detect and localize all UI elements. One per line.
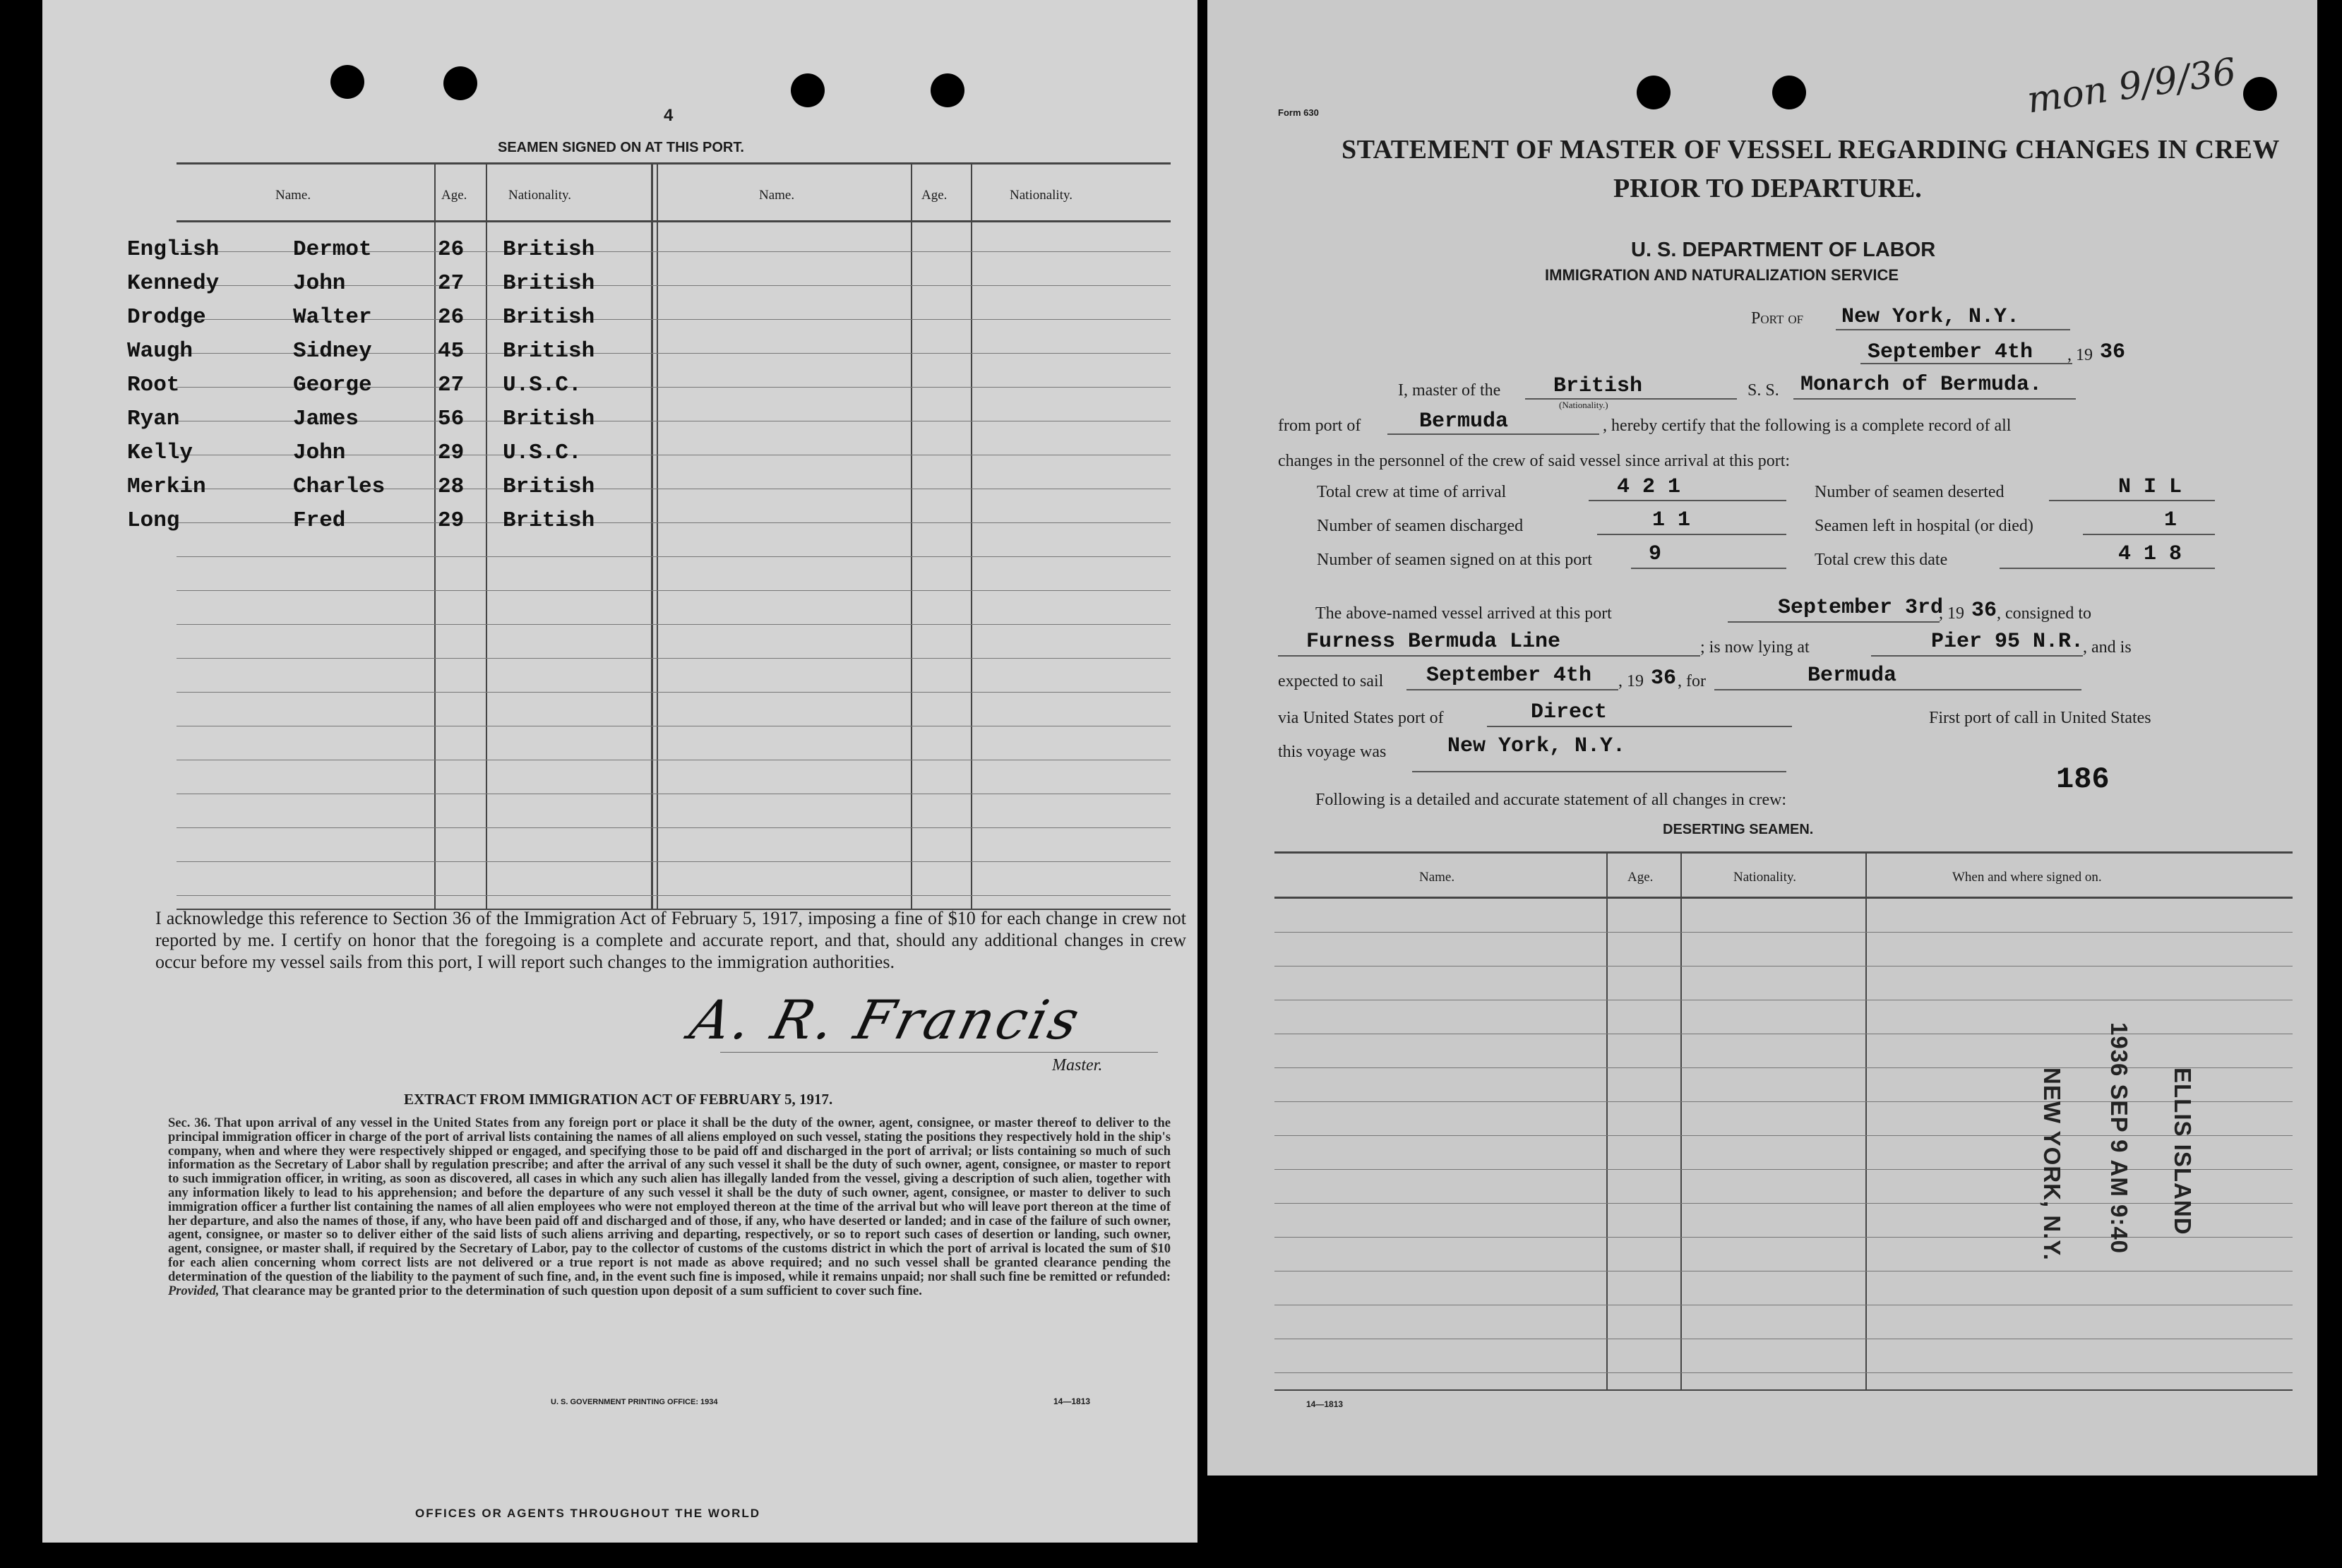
form-title-line1: STATEMENT OF MASTER OF VESSEL REGARDING CHANGES IN CREW bbox=[1342, 135, 2280, 164]
lying-value: Pier 95 N.R. bbox=[1931, 630, 2084, 654]
seaman-age: 45 bbox=[438, 339, 465, 364]
header-age: Age. bbox=[441, 188, 467, 203]
stamp-line-3: NEW YORK, N.Y. bbox=[2039, 1067, 2065, 1261]
expected-label: expected to sail bbox=[1278, 672, 1384, 690]
seaman-nationality: British bbox=[503, 474, 595, 499]
punch-hole bbox=[791, 73, 825, 107]
punch-hole bbox=[931, 73, 964, 107]
for-label: , for bbox=[1678, 672, 1706, 690]
seaman-given-name: James bbox=[293, 407, 359, 431]
seaman-given-name: Fred bbox=[293, 508, 346, 533]
header-name-2: Name. bbox=[759, 188, 795, 203]
arrived-value: September 3rd bbox=[1778, 596, 1944, 620]
arrived-year: 36 bbox=[1971, 599, 1997, 623]
punch-hole bbox=[330, 65, 364, 99]
discharged-label: Number of seamen discharged bbox=[1317, 517, 1524, 535]
master-label: Master. bbox=[1052, 1056, 1103, 1075]
handwritten-note: mon 9/9/36 bbox=[2024, 50, 2239, 122]
port-value: New York, N.Y. bbox=[1841, 305, 2020, 329]
total-date-value: 4 1 8 bbox=[2118, 542, 2182, 566]
punch-hole bbox=[1637, 76, 1671, 109]
punch-hole bbox=[443, 66, 477, 100]
seaman-surname: English bbox=[127, 237, 220, 262]
hospital-label: Seamen left in hospital (or died) bbox=[1815, 517, 2033, 535]
form-title-line2: PRIOR TO DEPARTURE. bbox=[1613, 174, 1922, 203]
printer-line: U. S. GOVERNMENT PRINTING OFFICE: 1934 bbox=[551, 1398, 718, 1406]
signed-on-value: 9 bbox=[1649, 542, 1662, 566]
left-page bbox=[42, 0, 1197, 1543]
header-age-2: Age. bbox=[921, 188, 948, 203]
total-date-label: Total crew this date bbox=[1815, 551, 1948, 569]
master-signature: A. R. Francis bbox=[683, 988, 1089, 1051]
total-arrival-label: Total crew at time of arrival bbox=[1317, 483, 1507, 501]
year-prefix: , 19 bbox=[2067, 346, 2093, 364]
seaman-nationality: U.S.C. bbox=[503, 373, 582, 397]
header-nationality: Nationality. bbox=[1733, 870, 1796, 885]
department-name: U. S. DEPARTMENT OF LABOR bbox=[1631, 239, 1936, 261]
seaman-age: 29 bbox=[438, 508, 465, 533]
consigned-label: , consigned to bbox=[1997, 604, 2091, 623]
stamped-number: 186 bbox=[2056, 762, 2110, 796]
and-is-text: , and is bbox=[2083, 638, 2132, 657]
changes-text: changes in the personnel of the crew of said vessel since arrival at this port: bbox=[1278, 452, 1791, 470]
seaman-nationality: British bbox=[503, 237, 595, 262]
seaman-given-name: Sidney bbox=[293, 339, 372, 364]
service-name: IMMIGRATION AND NATURALIZATION SERVICE bbox=[1545, 266, 1899, 284]
following-text: Following is a detailed and accurate statement of all changes in crew: bbox=[1315, 791, 1787, 809]
extract-body-text: That upon arrival of any vessel in the United States from any foreign port or place it shall be the duty of the owner, agent, consignee, or master thereof to deliver to the principal immigration officer in charge of the port of arrival lists containing the names of all aliens employed on such vessel, stating the positions they respectively hold in the ship's company, when and where they were respectively shipped or engaged, and specifying those to be paid off and discharged in the port of arrival; or lists containing so much of such information as the Secretary of Labor shall by regulation prescribe; and after the arrival of any such vessel it shall be the duty of such owner, agent, consignee, or master to report to such immigration officer, in writing, as soon as discovered, all cases in which any such alien has illegally landed from the vessel, giving a description of such alien, together with any information likely to lead to his apprehension; and before the departure of any such vessel it shall be the duty of such owner, agent, consignee, or master to deliver to such immigration officer a further list containing the names of all alien employees who were not employed thereon at the time of the arrival but who will leave port thereon at the time of her departure, and also the names of those, if any, who have been paid off and discharged and of those, if any, who have deserted or landed; and in case of the failure of such owner, agent, consignee, or master so to deliver either of the said lists of such aliens arriving and departing, respectively, or so to report such cases of desertion or landing, such owner, agent, consignee, or master shall, if required by the Secretary of Labor, pay to the collector of customs of the customs district in which the port of arrival is located the sum of $10 for each alien concerning whom correct lists are not delivered or a true report is not made as above required; and no such vessel shall be granted clearance pending the determination of the question of the liability to the payment of such fine, and, in the event such fine is imposed, while it remains unpaid; nor shall such fine be remitted or refunded: bbox=[168, 1116, 1171, 1284]
voyage-value: New York, N.Y. bbox=[1447, 734, 1626, 758]
seaman-nationality: British bbox=[503, 271, 595, 296]
seaman-age: 27 bbox=[438, 271, 465, 296]
seaman-age: 29 bbox=[438, 441, 465, 465]
voyage-label: this voyage was bbox=[1278, 743, 1387, 761]
section-title: SEAMEN SIGNED ON AT THIS PORT. bbox=[498, 140, 744, 155]
vessel-value: Monarch of Bermuda. bbox=[1800, 373, 2043, 397]
seaman-age: 56 bbox=[438, 407, 465, 431]
seaman-nationality: British bbox=[503, 305, 595, 330]
lying-label: ; is now lying at bbox=[1700, 638, 1810, 657]
seaman-nationality: British bbox=[503, 508, 595, 533]
extract-section: Sec. 36. bbox=[168, 1116, 211, 1130]
seaman-given-name: George bbox=[293, 373, 372, 397]
seaman-given-name: Charles bbox=[293, 474, 386, 499]
date-value: September 4th bbox=[1868, 340, 2033, 364]
seaman-given-name: John bbox=[293, 441, 346, 465]
arrived-year-prefix: , 19 bbox=[1939, 604, 1964, 623]
seaman-given-name: John bbox=[293, 271, 346, 296]
via-label: via United States port of bbox=[1278, 709, 1444, 727]
arrived-label: The above-named vessel arrived at this port bbox=[1315, 604, 1612, 623]
seaman-age: 26 bbox=[438, 237, 465, 262]
form-code: 14—1813 bbox=[1053, 1396, 1091, 1406]
seaman-surname: Kelly bbox=[127, 441, 193, 465]
stamp-line-2: 1936 SEP 9 AM 9:40 bbox=[2106, 1022, 2132, 1255]
seaman-surname: Drodge bbox=[127, 305, 206, 330]
expected-year-prefix: , 19 bbox=[1618, 672, 1644, 690]
port-label: Port of bbox=[1751, 309, 1804, 328]
stamp-line-1: ELLIS ISLAND bbox=[2170, 1067, 2196, 1235]
header-when-where: When and where signed on. bbox=[1952, 870, 2102, 885]
seaman-surname: Merkin bbox=[127, 474, 206, 499]
ss-label: S. S. bbox=[1747, 381, 1779, 400]
header-nationality-2: Nationality. bbox=[1010, 188, 1073, 203]
master-of-label: I, master of the bbox=[1398, 381, 1501, 400]
seaman-surname: Root bbox=[127, 373, 180, 397]
certify-text: , hereby certify that the following is a complete record of all bbox=[1603, 417, 2012, 435]
seaman-surname: Kennedy bbox=[127, 271, 220, 296]
discharged-value: 1 1 bbox=[1652, 508, 1691, 532]
header-name: Name. bbox=[1419, 870, 1455, 885]
seaman-surname: Long bbox=[127, 508, 180, 533]
footer-text: OFFICES OR AGENTS THROUGHOUT THE WORLD bbox=[415, 1507, 761, 1520]
deserted-label: Number of seamen deserted bbox=[1815, 483, 2005, 501]
seaman-nationality: British bbox=[503, 407, 595, 431]
deserted-value: N I L bbox=[2118, 475, 2182, 499]
seaman-given-name: Walter bbox=[293, 305, 372, 330]
right-page bbox=[1207, 0, 2317, 1476]
header-age: Age. bbox=[1627, 870, 1654, 885]
punch-hole bbox=[1772, 76, 1806, 109]
deserting-title: DESERTING SEAMEN. bbox=[1663, 822, 1814, 837]
from-port-value: Bermuda bbox=[1419, 409, 1509, 433]
extract-text bbox=[168, 1117, 1171, 1298]
seaman-given-name: Dermot bbox=[293, 237, 372, 262]
hospital-value: 1 bbox=[2164, 508, 2177, 532]
total-arrival-value: 4 2 1 bbox=[1617, 475, 1681, 499]
nationality-caption: (Nationality.) bbox=[1559, 400, 1608, 410]
acknowledgment-text: I acknowledge this reference to Section 36 of the Immigration Act of February 5, 1917, imposing a fine of $10 for each change in crew not reported by me. I certify on honor that the foregoing is a complete and accurate report, and that, should any additional changes in crew occur before my vessel sails from this port, I will report such changes to the immigration authorities. bbox=[155, 908, 1186, 972]
header-name: Name. bbox=[275, 188, 311, 203]
seaman-surname: Waugh bbox=[127, 339, 193, 364]
expected-value: September 4th bbox=[1426, 664, 1592, 688]
page-number: 4 bbox=[664, 106, 674, 125]
seaman-nationality: U.S.C. bbox=[503, 441, 582, 465]
seaman-surname: Ryan bbox=[127, 407, 180, 431]
form-number: Form 630 bbox=[1278, 107, 1319, 118]
seaman-age: 28 bbox=[438, 474, 465, 499]
form-code: 14—1813 bbox=[1306, 1399, 1344, 1409]
nationality-value: British bbox=[1553, 374, 1643, 398]
first-port-label: First port of call in United States bbox=[1929, 709, 2151, 727]
consignee-value: Furness Bermuda Line bbox=[1306, 630, 1561, 654]
year-value: 36 bbox=[2100, 340, 2126, 364]
extract-proviso: That clearance may be granted prior to the determination of such question upon deposit of a sum sufficient to cover such fine. bbox=[222, 1283, 922, 1298]
expected-year: 36 bbox=[1651, 666, 1677, 690]
from-port-label: from port of bbox=[1278, 417, 1361, 435]
signed-on-label: Number of seamen signed on at this port bbox=[1317, 551, 1592, 569]
extract-proviso-word: Provided, bbox=[168, 1283, 220, 1298]
seaman-nationality: British bbox=[503, 339, 595, 364]
header-nationality: Nationality. bbox=[508, 188, 571, 203]
punch-hole bbox=[2243, 77, 2277, 111]
seaman-age: 26 bbox=[438, 305, 465, 330]
via-value: Direct bbox=[1531, 700, 1608, 724]
for-value: Bermuda bbox=[1808, 664, 1897, 688]
seaman-age: 27 bbox=[438, 373, 465, 397]
extract-title: EXTRACT FROM IMMIGRATION ACT OF FEBRUARY 5, 1917. bbox=[404, 1091, 833, 1108]
